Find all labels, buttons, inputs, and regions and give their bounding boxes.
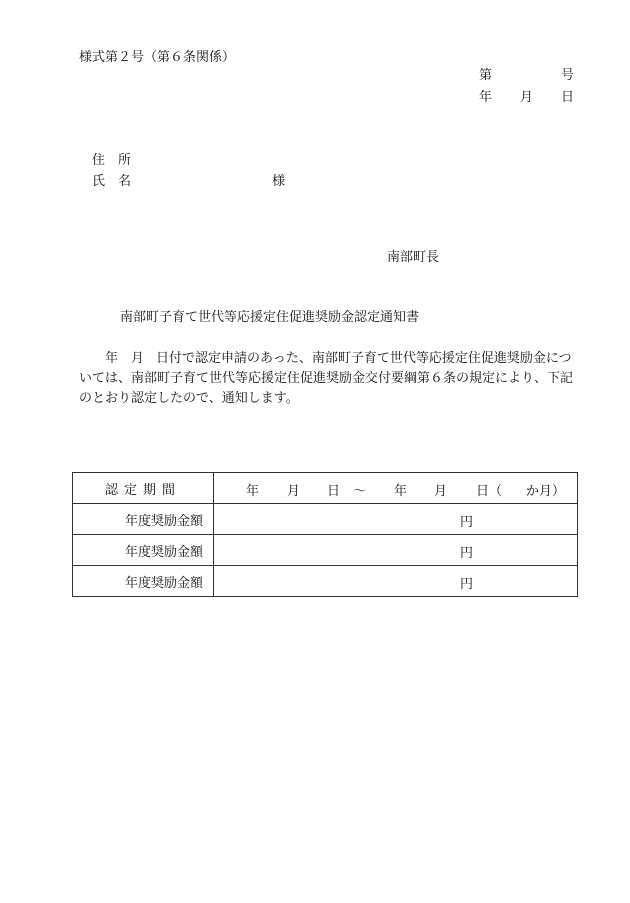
amount-value	[214, 566, 578, 597]
notice-body-line-1	[79, 349, 577, 369]
doc-number-suffix: 号	[561, 68, 575, 83]
amount-unit: 円	[460, 577, 474, 592]
body-month: 月	[131, 351, 145, 366]
notice-body	[79, 349, 577, 409]
amount-label: 年度奨励金額	[73, 535, 214, 566]
address-label	[92, 153, 131, 169]
period-to-year: 年	[394, 484, 408, 499]
period-from-year: 年	[246, 484, 260, 499]
body-year: 年	[105, 351, 119, 366]
date-month: 月	[520, 90, 534, 105]
name-label-char-1: 氏	[92, 174, 106, 189]
name-label-char-2: 名	[118, 174, 132, 189]
notice-body-line-2: いては、南部町子育て世代等応援定住促進奨励金交付要綱第６条の規定により、下記	[79, 371, 574, 386]
period-value	[214, 473, 578, 504]
address-label-char-1: 住	[92, 153, 106, 168]
document-title: 南部町子育て世代等応援定住促進奨励金認定通知書	[120, 310, 420, 325]
period-to-month: 月	[434, 484, 448, 499]
table-row-period	[73, 473, 578, 504]
amount-value	[214, 504, 578, 535]
name-label	[92, 174, 131, 190]
amount-label: 年度奨励金額	[73, 504, 214, 535]
date-year: 年	[479, 90, 493, 105]
amount-unit: 円	[460, 546, 474, 561]
address-label-char-2: 所	[118, 153, 132, 168]
notice-body-line-3: のとおり認定したので、通知します。	[79, 391, 299, 406]
certification-table	[72, 472, 578, 597]
honorific: 様	[272, 174, 286, 189]
period-to-day: 日（	[476, 484, 503, 499]
amount-label: 年度奨励金額	[73, 566, 214, 597]
period-label: 認定期間	[73, 473, 214, 504]
body-line-1-rest: 日付で認定申請のあった、南部町子育て世代等応援定住促進奨励金につ	[156, 351, 572, 366]
doc-number-prefix: 第	[479, 68, 493, 83]
table-row	[73, 535, 578, 566]
issuer-name: 南部町長	[387, 250, 440, 265]
date-day: 日	[561, 90, 575, 105]
period-from-month: 月	[287, 484, 301, 499]
period-tilde: ～	[353, 484, 367, 499]
table-row	[73, 566, 578, 597]
amount-value	[214, 535, 578, 566]
period-from-day: 日	[327, 484, 341, 499]
table-row	[73, 504, 578, 535]
period-months: か月）	[526, 484, 566, 499]
form-number: 様式第２号（第６条関係）	[79, 50, 236, 65]
amount-unit: 円	[460, 515, 474, 530]
